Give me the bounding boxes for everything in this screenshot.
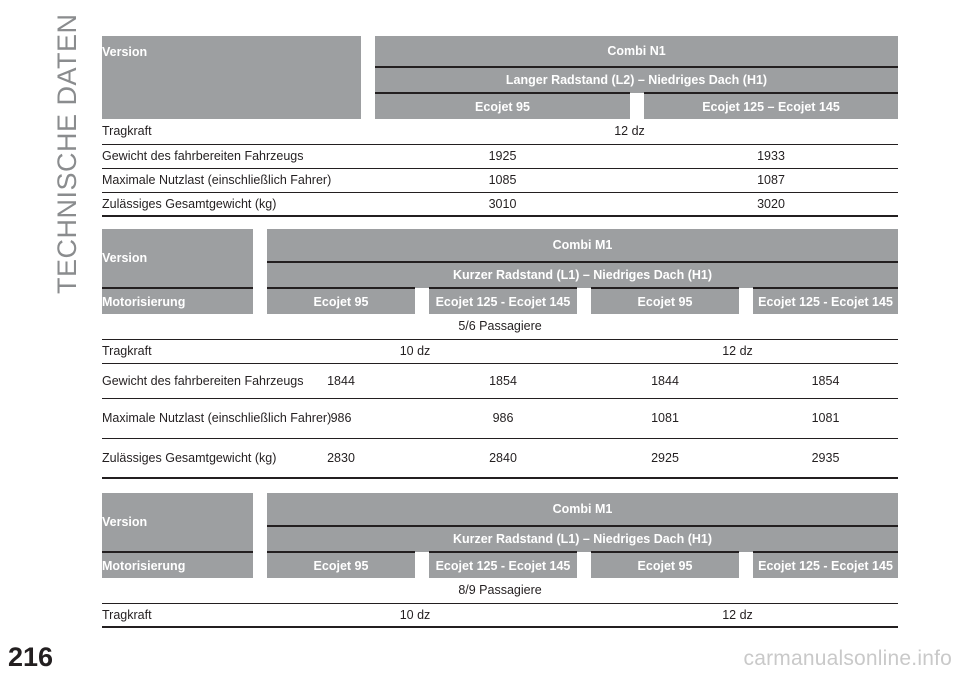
engine-header: Ecojet 95 bbox=[267, 288, 415, 314]
watermark-text: carmanualsonline.info bbox=[743, 647, 952, 670]
motorisierung-label: Motorisierung bbox=[102, 288, 253, 314]
page-number: 216 bbox=[8, 642, 54, 672]
cell-value: 1081 bbox=[753, 398, 898, 438]
row-label: Tragkraft bbox=[102, 339, 253, 363]
row-label: Gewicht des fahrbereiten Fahrzeugs bbox=[102, 363, 253, 398]
row-label: Tragkraft bbox=[102, 603, 253, 627]
table-row bbox=[102, 168, 898, 192]
engine-row bbox=[102, 552, 898, 578]
row-label: Zulässiges Gesamtgewicht (kg) bbox=[102, 192, 361, 216]
wheelbase-subtitle: Kurzer Radstand (L1) – Niedriges Dach (H1) bbox=[267, 526, 898, 552]
table-row bbox=[102, 144, 898, 168]
row-label: Tragkraft bbox=[102, 119, 361, 144]
cell-value: 1854 bbox=[753, 363, 898, 398]
version-value: Combi N1 bbox=[375, 36, 898, 67]
cell-value: 2935 bbox=[753, 438, 898, 478]
engine-header: Ecojet 125 – Ecojet 145 bbox=[644, 93, 898, 119]
cell-value: 1854 bbox=[429, 363, 577, 398]
section-title-vertical bbox=[47, 13, 87, 294]
spec-table-combi-m1-5-6 bbox=[102, 229, 898, 479]
cell-value: 12 dz bbox=[577, 339, 898, 363]
wheelbase-subtitle: Langer Radstand (L2) – Niedriges Dach (H1) bbox=[375, 67, 898, 93]
engine-row bbox=[102, 288, 898, 314]
engine-header: Ecojet 125 - Ecojet 145 bbox=[753, 552, 898, 578]
motorisierung-label: Motorisierung bbox=[102, 552, 253, 578]
spec-table-combi-n1 bbox=[102, 36, 898, 217]
wheelbase-subtitle: Kurzer Radstand (L1) – Niedriges Dach (H1) bbox=[267, 262, 898, 288]
cell-value: 1087 bbox=[644, 168, 898, 192]
version-value: Combi M1 bbox=[267, 229, 898, 262]
cell-value: 12 dz bbox=[577, 603, 898, 627]
cell-value: 2830 bbox=[267, 438, 415, 478]
version-label: Version bbox=[102, 36, 361, 119]
section-title-text: TECHNISCHE DATEN bbox=[52, 13, 82, 294]
engine-header: Ecojet 125 - Ecojet 145 bbox=[429, 552, 577, 578]
engine-header: Ecojet 95 bbox=[591, 552, 739, 578]
cell-value: 1933 bbox=[644, 144, 898, 168]
cell-value: 12 dz bbox=[361, 119, 898, 144]
engine-header: Ecojet 125 - Ecojet 145 bbox=[429, 288, 577, 314]
cell-value: 1925 bbox=[375, 144, 630, 168]
cell-value: 3010 bbox=[375, 192, 630, 216]
version-label: Version bbox=[102, 493, 253, 552]
cell-value: 10 dz bbox=[253, 339, 577, 363]
engine-header: Ecojet 125 - Ecojet 145 bbox=[753, 288, 898, 314]
table-header-row bbox=[102, 36, 898, 67]
cell-value: 1844 bbox=[591, 363, 739, 398]
spec-table-combi-m1-8-9 bbox=[102, 493, 898, 628]
table-row bbox=[102, 192, 898, 216]
table-row bbox=[102, 339, 898, 363]
table-header-row bbox=[102, 493, 898, 526]
table-header-row bbox=[102, 229, 898, 262]
cell-value: 10 dz bbox=[253, 603, 577, 627]
table-row bbox=[102, 314, 898, 339]
version-label: Version bbox=[102, 229, 253, 288]
cell-value: 1081 bbox=[591, 398, 739, 438]
engine-header: Ecojet 95 bbox=[591, 288, 739, 314]
cell-value: 2840 bbox=[429, 438, 577, 478]
table-row bbox=[102, 119, 898, 144]
row-label: Maximale Nutzlast (einschließlich Fahrer) bbox=[102, 398, 253, 438]
cell-value: 3020 bbox=[644, 192, 898, 216]
row-label: Maximale Nutzlast (einschließlich Fahrer) bbox=[102, 168, 361, 192]
cell-value: 986 bbox=[267, 398, 415, 438]
version-value: Combi M1 bbox=[267, 493, 898, 526]
cell-value: 2925 bbox=[591, 438, 739, 478]
table-row bbox=[102, 363, 898, 398]
table-row bbox=[102, 578, 898, 603]
cell-value: 986 bbox=[429, 398, 577, 438]
cell-value: 1085 bbox=[375, 168, 630, 192]
row-label: Zulässiges Gesamtgewicht (kg) bbox=[102, 438, 253, 478]
engine-header: Ecojet 95 bbox=[375, 93, 630, 119]
passengers-value: 5/6 Passagiere bbox=[102, 314, 898, 339]
cell-value: 1844 bbox=[267, 363, 415, 398]
table-row bbox=[102, 603, 898, 627]
table-row bbox=[102, 438, 898, 478]
passengers-value: 8/9 Passagiere bbox=[102, 578, 898, 603]
row-label: Gewicht des fahrbereiten Fahrzeugs bbox=[102, 144, 361, 168]
engine-header: Ecojet 95 bbox=[267, 552, 415, 578]
table-row bbox=[102, 398, 898, 438]
